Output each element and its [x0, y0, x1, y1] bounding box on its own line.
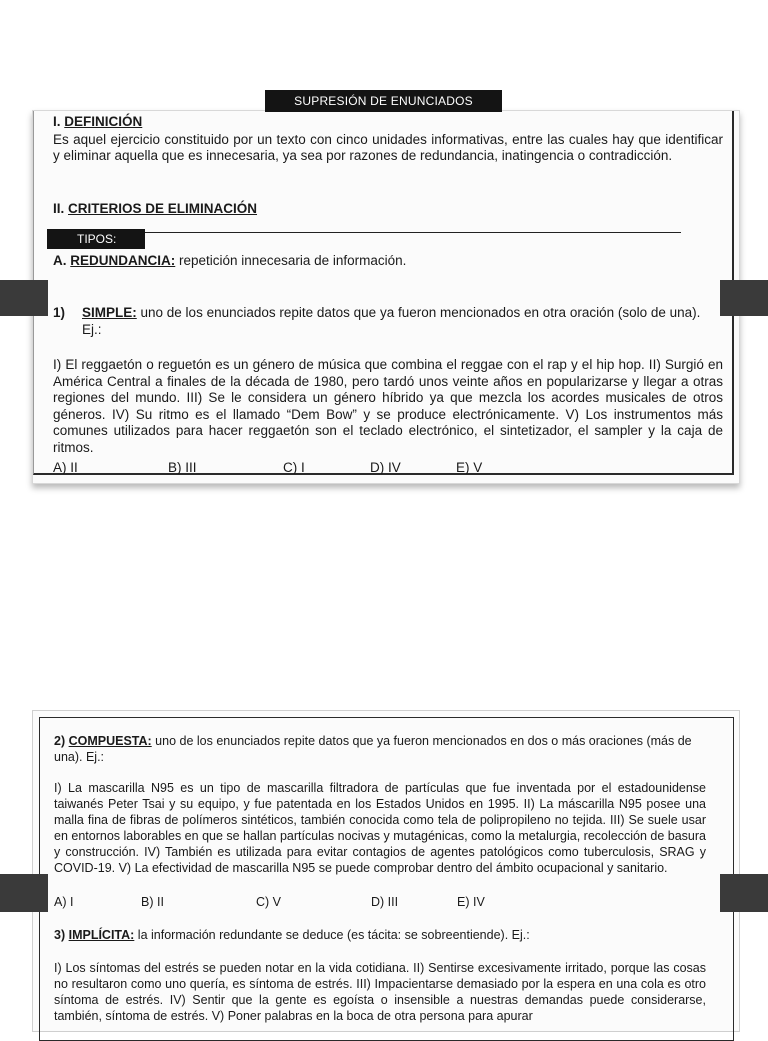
- simple-options: [53, 460, 723, 474]
- option-c: C) V: [256, 895, 281, 909]
- tipos-label: TIPOS:: [47, 229, 145, 249]
- option-d: D) IV: [370, 460, 401, 474]
- option-e: E) V: [456, 460, 483, 474]
- right-page-tab-2: [720, 874, 768, 912]
- simple-passage: I) El reggaetón o reguetón es un género de música que combina el reggae con el rap y el hip hop. II) Surgió en América Central a finales de la década de 1980, pero tardó unos veinte años en popularizarse y llegar a otras regiones del mundo. III) Se le considera un género híbrido ya que mezcla los acordes musicales de otros géneros. IV) Su ritmo es el llamado “Dem Bow” y se produce electrónicamente. V) Los instrumentos más comunes utilizados para hacer reggaetón son el teclado electrónico, el sintetizador, el sampler y la caja de ritmos.: [53, 357, 723, 455]
- criteria-heading: II. CRITERIOS DE ELIMINACIÓN: [53, 201, 258, 216]
- definition-heading: I. DEFINICIÓN: [53, 114, 143, 129]
- definition-body: Es aquel ejercicio constituido por un texto con cinco unidades informativas, entre las cuales hay que identificar y eliminar aquella que es innecesaria, ya sea por razones de redundancia, inatingencia o contradicción.: [53, 131, 723, 163]
- compuesta-options: [54, 894, 706, 910]
- compuesta-definition: 2) COMPUESTA: uno de los enunciados repite datos que ya fueron mencionados en dos o más oraciones (más de una). Ej.:: [54, 734, 692, 764]
- option-d: D) III: [371, 895, 399, 909]
- left-page-tab: [0, 280, 48, 316]
- compuesta-passage: I) La mascarilla N95 es un tipo de mascarilla filtradora de partículas que fue inventada por el estadounidense taiwanés Peter Tsai y su equipo, y fue patentada en los Estados Unidos en 1995. II) La máscarilla N95 posee una malla fina de fibras de polímeros sintéticos, también conocida como tela de polipropileno no tejida. III) Se suele usar en entornos laborables en que se hallan partículas nocivas y mutagénicas, como la metalurgia, recolección de basura y construcción. IV) También es utilizada para evitar contagios de agentes patológicos como tuberculosis, SRAG y COVID-19. V) La efectividad de mascarilla N95 se puede comprobar dentro del ámbito ocupacional y sanitario.: [54, 781, 706, 875]
- simple-number: 1): [53, 305, 66, 320]
- option-a: A) II: [53, 460, 78, 474]
- divider: [145, 232, 681, 233]
- implicita-passage: I) Los síntomas del estrés se pueden notar en la vida cotidiana. II) Sentirse excesivamente irritado, porque las cosas no resultaron como uno quería, es síntoma de estrés. III) Impacientarse demasiado por la espera en una cola es otro síntoma de estrés. IV) Sentir que la gente es egoísta o insensible a nuestras demandas puede considerarse, también, síntoma de estrés. V) Poner palabras en la boca de otra persona para apurar: [54, 961, 706, 1023]
- left-page-tab-2: [0, 874, 48, 912]
- document-title: SUPRESIÓN DE ENUNCIADOS: [265, 90, 502, 112]
- redundancia-definition: A. REDUNDANCIA: repetición innecesaria de información.: [53, 253, 407, 268]
- option-b: B) II: [141, 895, 164, 909]
- option-c: C) I: [283, 460, 305, 474]
- right-page-tab: [720, 280, 768, 316]
- implicita-definition: 3) IMPLÍCITA: la información redundante se deduce (es tácita: se sobreentiende). Ej.:: [54, 928, 530, 942]
- option-e: E) IV: [457, 895, 485, 909]
- simple-definition: SIMPLE: uno de los enunciados repite datos que ya fueron mencionados en otra oración (solo de una). Ej.:: [82, 305, 701, 337]
- option-b: B) III: [168, 460, 197, 474]
- definition-section: [53, 114, 723, 165]
- option-a: A) I: [54, 895, 74, 909]
